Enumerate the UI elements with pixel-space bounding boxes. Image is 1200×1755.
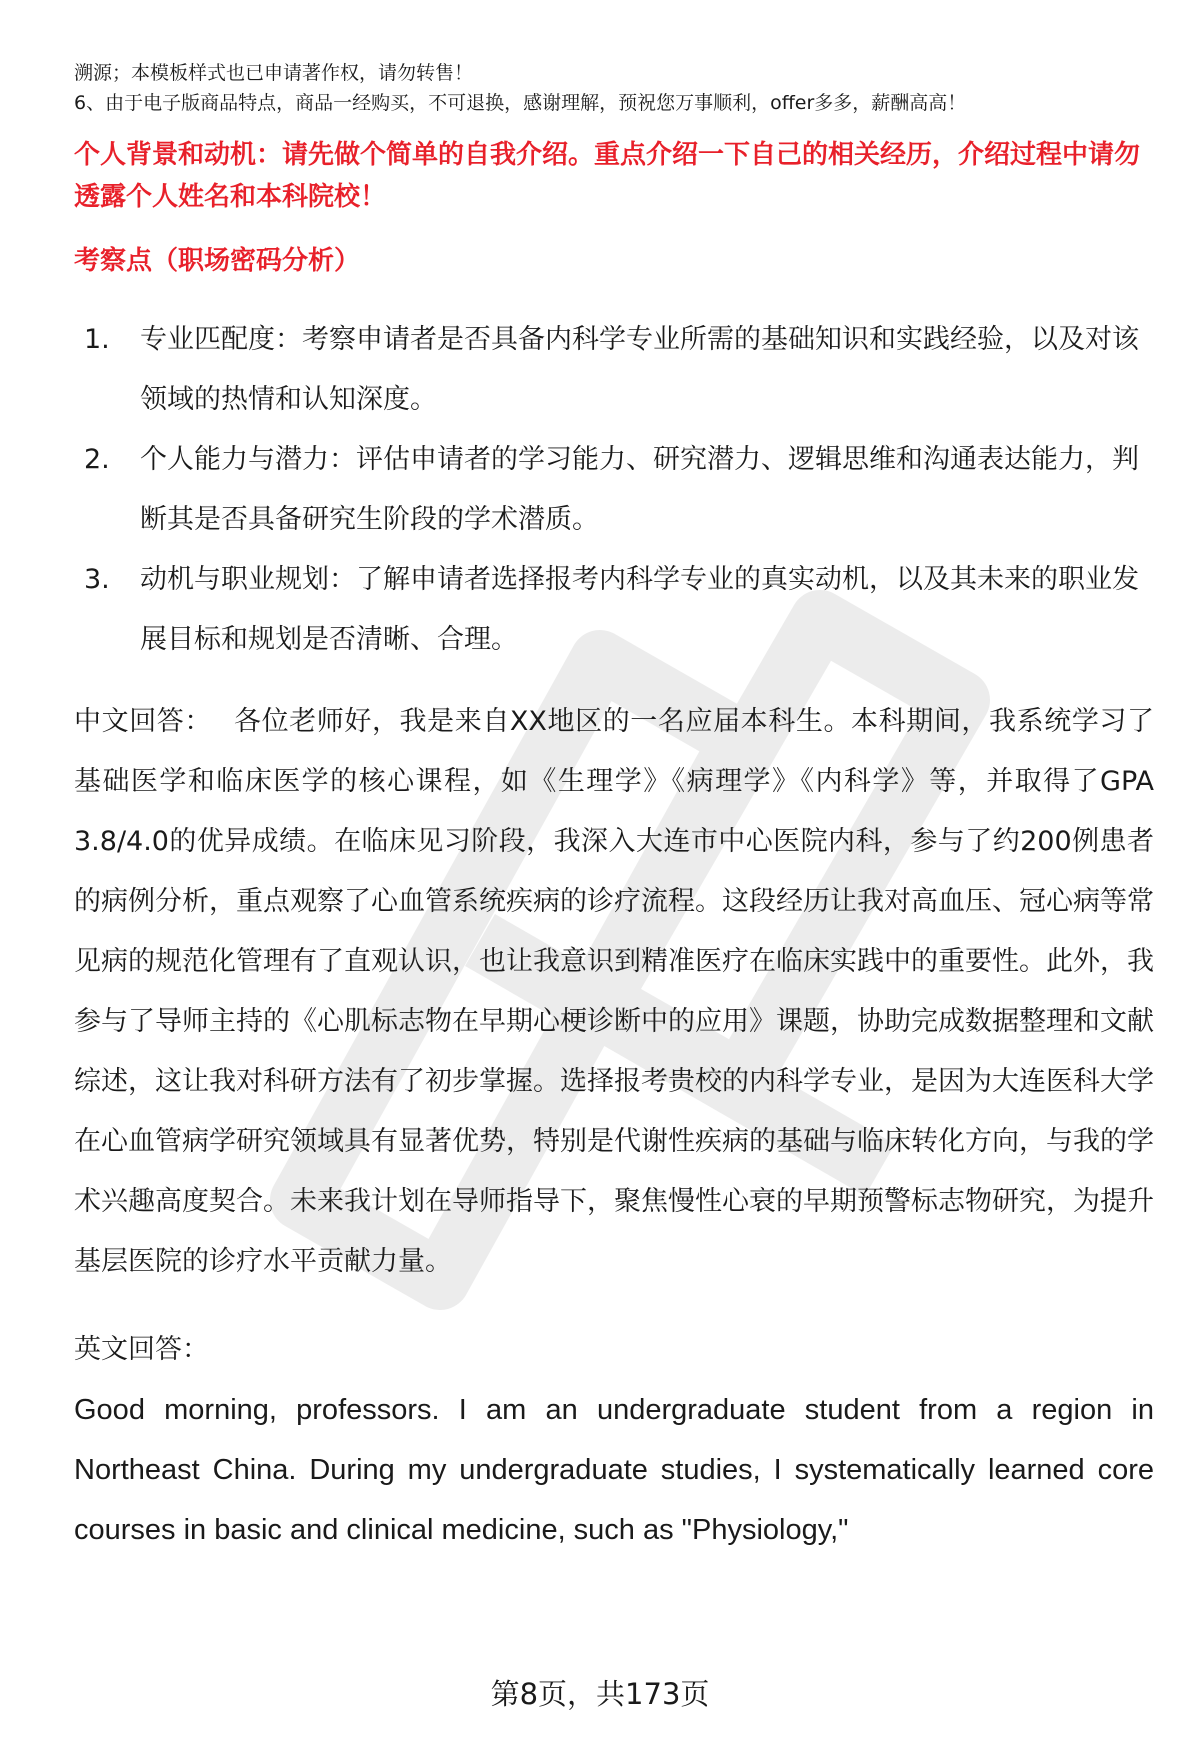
exam-point-text: 个人能力与潜力：评估申请者的学习能力、研究潜力、逻辑思维和沟通表达能力，判断其是否具备研究生阶段的学术潜质。 xyxy=(140,444,1139,535)
exam-point-text: 动机与职业规划：了解申请者选择报考内科学专业的真实动机，以及其未来的职业发展目标和规划是否清晰、合理。 xyxy=(140,564,1139,655)
exam-point-text: 专业匹配度：考察申请者是否具备内科学专业所需的基础知识和实践经验，以及对该领域的热情和认知深度。 xyxy=(140,324,1139,415)
exam-point-item xyxy=(74,430,1154,550)
exam-point-item xyxy=(74,550,1154,670)
question-heading: 个人背景和动机：请先做个简单的自我介绍。重点介绍一下自己的相关经历，介绍过程中请勿透露个人姓名和本科院校！ xyxy=(74,140,1141,212)
page-content xyxy=(74,58,1154,1560)
note-line-1: 溯源；本模板样式也已申请著作权，请勿转售！ xyxy=(74,62,474,84)
exam-point-number: 3. xyxy=(84,564,110,595)
exam-point-item xyxy=(74,310,1154,430)
chinese-answer xyxy=(74,692,1154,1292)
exam-point-number: 2. xyxy=(84,444,110,475)
exam-points-heading: 考察点（职场密码分析） xyxy=(74,246,361,276)
exam-point-number: 1. xyxy=(84,324,110,355)
english-answer-label: 英文回答： xyxy=(74,1334,209,1365)
chinese-answer-text: 各位老师好，我是来自XX地区的一名应届本科生。本科期间，我系统学习了基础医学和临床医学的核心课程，如《生理学》《病理学》《内科学》等，并取得了GPA 3.8/4.0的优异成绩。在临床见习阶段，我深入大连市中心医院内科，参与了约200例患者的病例分析，重点观察了心血管系统疾病的诊疗流程。这段经历让我对高血压、冠心病等常见病的规范化管理有了直观认识，也让我意识到精准医疗在临床实践中的重要性。此外，我参与了导师主持的《心肌标志物在早期心梗诊断中的应用》课题，协助完成数据整理和文献综述，这让我对科研方法有了初步掌握。选择报考贵校的内科学专业，是因为大连医科大学在心血管病学研究领域具有显著优势，特别是代谢性疾病的基础与临床转化方向，与我的学术兴趣高度契合。未来我计划在导师指导下，聚焦慢性心衰的早期预警标志物研究，为提升基层医院的诊疗水平贡献力量。 xyxy=(74,706,1155,1277)
chinese-answer-label: 中文回答： xyxy=(74,706,212,737)
exam-points-list xyxy=(74,310,1154,670)
note-line-2: 6、由于电子版商品特点，商品一经购买，不可退换，感谢理解，预祝您万事顺利，offer多多，薪酬高高！ xyxy=(74,92,967,114)
english-answer-text: Good morning, professors. I am an undergraduate student from a region in Northeast China. During my undergraduate studies, I systematically learned core courses in basic and clinical medicine, such as "Physiology," xyxy=(74,1394,1154,1546)
page-number: 第8页，共173页 xyxy=(490,1677,710,1711)
